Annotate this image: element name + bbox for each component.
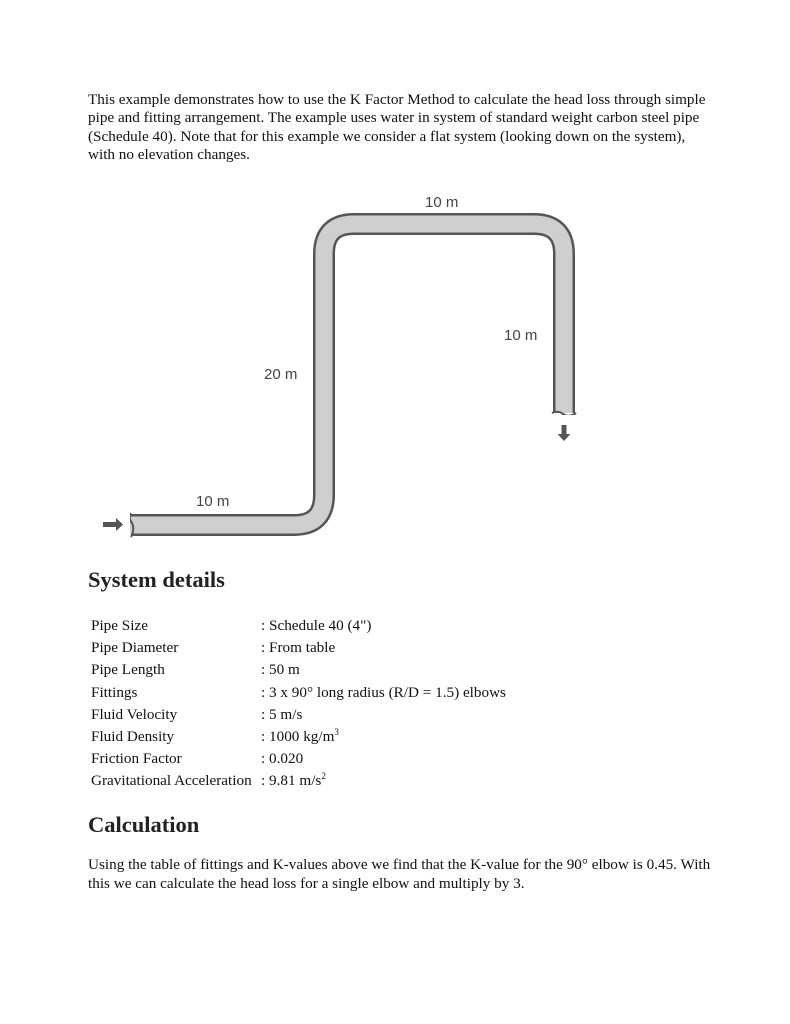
detail-row <box>91 704 506 726</box>
detail-label: Friction Factor <box>91 750 182 768</box>
detail-row <box>91 637 506 659</box>
label-left-riser: 20 m <box>264 366 298 383</box>
detail-value: : 5 m/s <box>261 705 303 723</box>
detail-label: Pipe Length <box>91 661 165 679</box>
detail-value: : Schedule 40 (4") <box>261 617 372 634</box>
arrow-down-icon <box>558 425 571 441</box>
detail-value: : 0.020 <box>261 750 304 768</box>
detail-label: Gravitational Acceleration <box>91 772 252 790</box>
label-right-drop: 10 m <box>504 327 538 344</box>
label-top-run: 10 m <box>425 194 459 211</box>
calculation-paragraph: Using the table of fittings and K-values above we find that the K-value for the 90° elbow is 0.45. With this we can calculate the head loss for a single elbow and multiply by 3. <box>88 856 711 892</box>
detail-label: Pipe Diameter <box>91 639 179 657</box>
label-bottom-run: 10 m <box>196 493 230 510</box>
detail-row <box>91 770 506 792</box>
detail-row <box>91 748 506 770</box>
detail-label: Fittings <box>91 683 138 701</box>
detail-row <box>91 682 506 704</box>
system-details-table <box>91 615 506 793</box>
calculation-heading: Calculation <box>88 812 200 837</box>
arrow-right-icon <box>103 518 123 531</box>
detail-value: : 1000 $kg/m^3$ <box>261 727 339 746</box>
intro-paragraph: This example demonstrates how to use the K Factor Method to calculate the head loss through simple pipe and fitting arrangement. The example uses water in system of standard weight carbon steel pipe (Schedule 40). Note that for this example we consider a flat system (looking down on the system), with no elevation changes. <box>88 91 706 163</box>
detail-value: : 3 x 90° long radius (R/D = 1.5) elbows <box>261 683 506 701</box>
pipe-run <box>124 224 578 538</box>
detail-row <box>91 615 506 637</box>
detail-row <box>91 726 506 748</box>
detail-value: : 50 m <box>261 661 300 679</box>
detail-value: : 9.81 $m/s^2$ <box>261 771 326 790</box>
detail-label: Fluid Density <box>91 728 175 746</box>
detail-label: Pipe Size <box>91 617 148 634</box>
detail-label: Fluid Velocity <box>91 705 178 723</box>
system-details-heading: System details <box>88 567 225 592</box>
detail-value: : From table <box>261 639 336 657</box>
detail-row <box>91 659 506 681</box>
